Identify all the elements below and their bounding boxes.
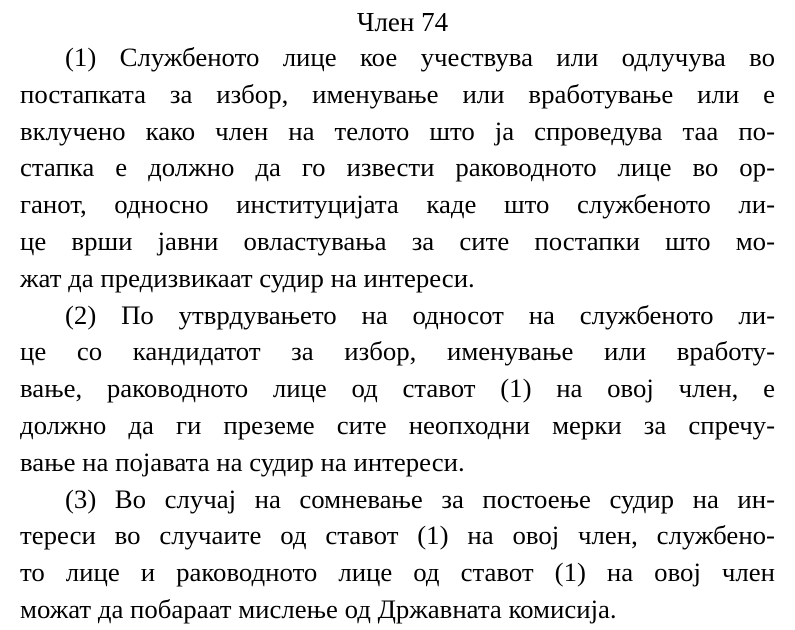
paragraph-line: вклучено како член на телото што ја спроведува таа по- [20,115,775,146]
paragraph-line: (1) Службеното лице кое учествува или одлучува во [65,42,775,72]
paragraph-3 [20,481,775,628]
paragraph-line: постапката за избор, именување или вработување или е [20,78,775,109]
paragraph-line: це со кандидатот за избор, именување или вработу- [20,336,775,367]
paragraph-line: (2) По утврдувањето на односот на службеното ли- [65,299,775,330]
paragraph-line: (3) Во случај на сомневање за постоење судир на ин- [65,483,775,514]
paragraph-line: ганот, односно институцијата каде што службеното ли- [20,189,775,220]
paragraph-line: то лице и раководното лице од ставот (1) на овој член [20,557,775,588]
paragraph-line: стапка е должно да го извести раководното лице во ор- [20,152,775,183]
paragraph-line: вање, раководното лице од ставот (1) на овој член, е [20,373,775,404]
paragraph-line: должно да ги преземе сите неопходни мерки за спречу- [20,409,775,440]
paragraph-line: можат да побараат мислење од Државната комисија. [20,593,617,624]
article-title: Член 74 [356,7,449,37]
paragraph-line: це врши јавни овластувања за сите постапки што мо- [20,225,775,256]
paragraph-line: вање на појавата на судир на интереси. [20,446,465,477]
paragraph-2 [20,297,775,481]
paragraph-line: жат да предизвикаат судир на интереси. [20,262,475,293]
paragraph-line: тереси во случаите од ставот (1) на овој член, службено- [20,520,775,551]
paragraph-1 [20,39,775,297]
